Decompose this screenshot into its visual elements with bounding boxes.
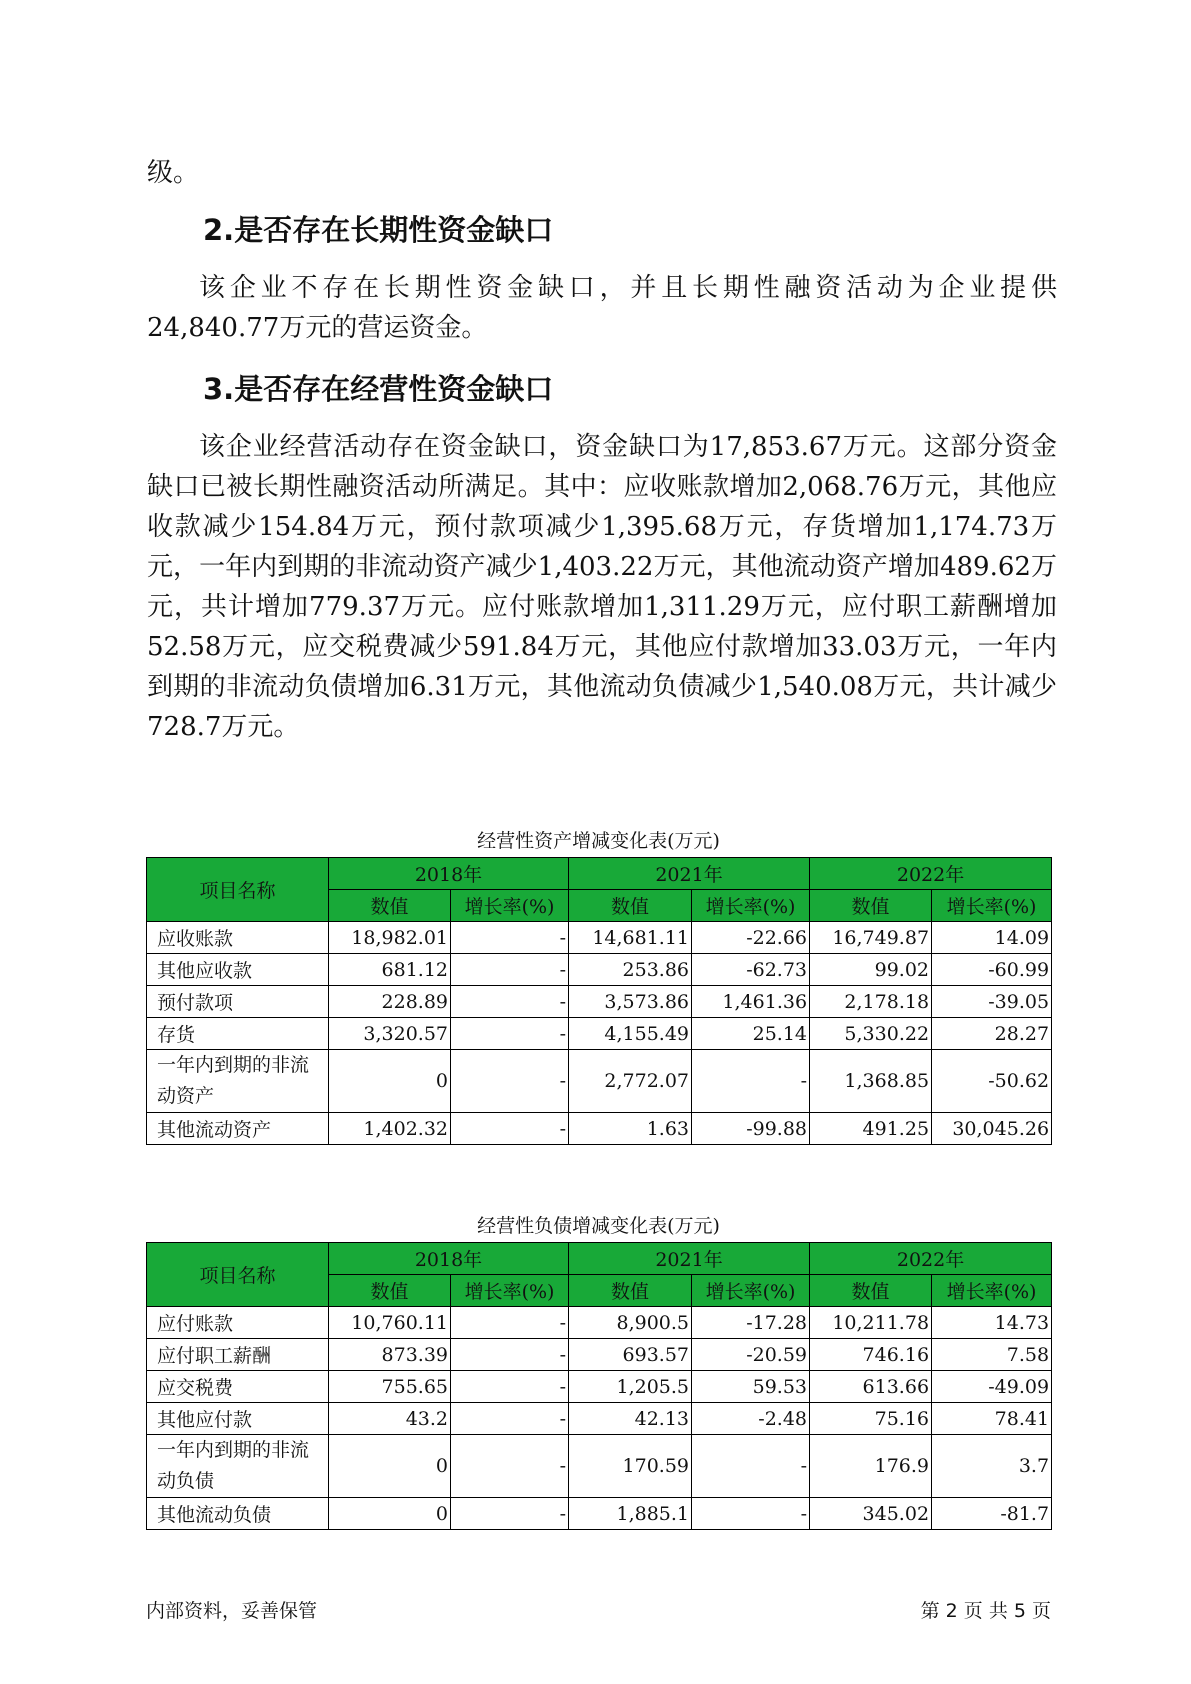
cell-value: 2,772.07 — [569, 1050, 692, 1113]
cell-growth-rate: - — [451, 1498, 569, 1530]
table-caption-operating-liabilities: 经营性负债增减变化表(万元) — [477, 1215, 720, 1237]
cell-value: 42.13 — [569, 1403, 692, 1435]
cell-growth-rate: 7.58 — [932, 1339, 1052, 1371]
cell-growth-rate: -99.88 — [692, 1113, 810, 1145]
row-item-name: 其他应付款 — [147, 1403, 329, 1435]
header-value: 数值 — [810, 1275, 932, 1307]
cell-value: 681.12 — [329, 954, 451, 986]
cell-growth-rate: 3.7 — [932, 1435, 1052, 1498]
table-body — [147, 922, 1052, 1145]
table-row — [147, 1435, 1052, 1498]
header-value: 数值 — [329, 890, 451, 922]
header-growth: 增长率(%) — [692, 890, 810, 922]
table-row — [147, 1403, 1052, 1435]
cell-value: 5,330.22 — [810, 1018, 932, 1050]
table-row — [147, 954, 1052, 986]
table-row — [147, 1339, 1052, 1371]
cell-value: 0 — [329, 1498, 451, 1530]
cell-growth-rate: - — [692, 1498, 810, 1530]
cell-growth-rate: - — [451, 1435, 569, 1498]
cell-growth-rate: - — [451, 922, 569, 954]
cell-value: 0 — [329, 1435, 451, 1498]
row-item-name: 预付款项 — [147, 986, 329, 1018]
cell-growth-rate: -39.05 — [932, 986, 1052, 1018]
header-year-2021: 2021年 — [569, 858, 810, 890]
cell-growth-rate: 14.73 — [932, 1307, 1052, 1339]
row-item-name: 应收账款 — [147, 922, 329, 954]
cell-growth-rate: -17.28 — [692, 1307, 810, 1339]
cell-growth-rate: - — [451, 1050, 569, 1113]
footer-page-number: 第 2 页 共 5 页 — [920, 1600, 1051, 1622]
operating-assets-table — [146, 857, 1052, 1145]
cell-growth-rate: 78.41 — [932, 1403, 1052, 1435]
cell-value: 253.86 — [569, 954, 692, 986]
cell-growth-rate: - — [451, 986, 569, 1018]
header-year-2022: 2022年 — [810, 858, 1052, 890]
cell-growth-rate: - — [451, 1403, 569, 1435]
cell-value: 8,900.5 — [569, 1307, 692, 1339]
row-item-name: 其他流动资产 — [147, 1113, 329, 1145]
row-item-name: 其他应收款 — [147, 954, 329, 986]
cell-value: 0 — [329, 1050, 451, 1113]
cell-growth-rate: 14.09 — [932, 922, 1052, 954]
cell-growth-rate: -49.09 — [932, 1371, 1052, 1403]
paragraph-long-term-gap: 该企业不存在长期性资金缺口，并且长期性融资活动为企业提供24,840.77万元的营运资金。 — [147, 273, 1057, 343]
cell-value: 3,573.86 — [569, 986, 692, 1018]
cell-value: 755.65 — [329, 1371, 451, 1403]
table-row — [147, 922, 1052, 954]
table-row — [147, 986, 1052, 1018]
header-year-2018: 2018年 — [329, 858, 569, 890]
header-value: 数值 — [569, 1275, 692, 1307]
cell-value: 1.63 — [569, 1113, 692, 1145]
cell-growth-rate: - — [692, 1435, 810, 1498]
cell-value: 345.02 — [810, 1498, 932, 1530]
cell-growth-rate: 30,045.26 — [932, 1113, 1052, 1145]
row-item-name: 应交税费 — [147, 1371, 329, 1403]
table-row — [147, 1050, 1052, 1113]
cell-value: 1,368.85 — [810, 1050, 932, 1113]
cell-value: 491.25 — [810, 1113, 932, 1145]
table-body — [147, 1307, 1052, 1530]
cell-value: 10,760.11 — [329, 1307, 451, 1339]
cell-growth-rate: - — [692, 1050, 810, 1113]
cell-value: 228.89 — [329, 986, 451, 1018]
cell-value: 14,681.11 — [569, 922, 692, 954]
cell-value: 1,885.1 — [569, 1498, 692, 1530]
paragraph-operating-gap: 该企业经营活动存在资金缺口，资金缺口为17,853.67万元。这部分资金缺口已被长期性融资活动所满足。其中：应收账款增加2,068.76万元，其他应收款减少154.84万元，预付款项减少1,395.68万元，存货增加1,174.73万元，一年内到期的非流动资产减少1,403.22万元，其他流动资产增加489.62万元，共计增加779.37万元。应付账款增加1,311.29万元，应付职工薪酬增加52.58万元，应交税费减少591.84万元，其他应付款增加33.03万元，一年内到期的非流动负债增加6.31万元，其他流动负债减少1,540.08万元，共计减少728.7万元。 — [147, 432, 1057, 742]
cell-value: 1,402.32 — [329, 1113, 451, 1145]
table-row — [147, 1307, 1052, 1339]
row-item-name: 一年内到期的非流动负债 — [147, 1435, 329, 1498]
header-growth: 增长率(%) — [692, 1275, 810, 1307]
header-growth: 增长率(%) — [451, 1275, 569, 1307]
cell-growth-rate: - — [451, 1307, 569, 1339]
cell-growth-rate: - — [451, 1371, 569, 1403]
cell-value: 693.57 — [569, 1339, 692, 1371]
cell-value: 2,178.18 — [810, 986, 932, 1018]
table-row — [147, 1113, 1052, 1145]
cell-value: 10,211.78 — [810, 1307, 932, 1339]
table-row — [147, 1498, 1052, 1530]
table-row — [147, 1371, 1052, 1403]
cell-growth-rate: -81.7 — [932, 1498, 1052, 1530]
cell-growth-rate: 28.27 — [932, 1018, 1052, 1050]
cell-value: 18,982.01 — [329, 922, 451, 954]
table-caption-operating-assets: 经营性资产增减变化表(万元) — [477, 830, 720, 852]
cell-growth-rate: -50.62 — [932, 1050, 1052, 1113]
cell-growth-rate: - — [451, 1018, 569, 1050]
cell-growth-rate: - — [451, 954, 569, 986]
header-item-name: 项目名称 — [147, 858, 329, 922]
header-year-2022: 2022年 — [810, 1243, 1052, 1275]
footer-confidential-note: 内部资料，妥善保管 — [146, 1600, 318, 1622]
row-item-name: 一年内到期的非流动资产 — [147, 1050, 329, 1113]
header-value: 数值 — [329, 1275, 451, 1307]
cell-growth-rate: - — [451, 1113, 569, 1145]
cell-value: 746.16 — [810, 1339, 932, 1371]
header-value: 数值 — [810, 890, 932, 922]
header-growth: 增长率(%) — [451, 890, 569, 922]
cell-growth-rate: - — [451, 1339, 569, 1371]
cell-value: 99.02 — [810, 954, 932, 986]
table-row — [147, 1018, 1052, 1050]
row-item-name: 存货 — [147, 1018, 329, 1050]
header-value: 数值 — [569, 890, 692, 922]
header-year-2018: 2018年 — [329, 1243, 569, 1275]
cell-growth-rate: -60.99 — [932, 954, 1052, 986]
row-item-name: 应付账款 — [147, 1307, 329, 1339]
row-item-name: 其他流动负债 — [147, 1498, 329, 1530]
cell-growth-rate: 1,461.36 — [692, 986, 810, 1018]
header-year-2021: 2021年 — [569, 1243, 810, 1275]
cell-value: 873.39 — [329, 1339, 451, 1371]
header-growth: 增长率(%) — [932, 1275, 1052, 1307]
cell-growth-rate: -20.59 — [692, 1339, 810, 1371]
operating-liabilities-table — [146, 1242, 1052, 1530]
cell-growth-rate: -22.66 — [692, 922, 810, 954]
header-item-name: 项目名称 — [147, 1243, 329, 1307]
cell-growth-rate: -2.48 — [692, 1403, 810, 1435]
cell-value: 613.66 — [810, 1371, 932, 1403]
section-heading-long-term-gap: 2.是否存在长期性资金缺口 — [203, 213, 554, 247]
cell-value: 3,320.57 — [329, 1018, 451, 1050]
row-item-name: 应付职工薪酬 — [147, 1339, 329, 1371]
cell-growth-rate: -62.73 — [692, 954, 810, 986]
lead-text: 级。 — [147, 158, 200, 188]
cell-value: 16,749.87 — [810, 922, 932, 954]
cell-value: 75.16 — [810, 1403, 932, 1435]
cell-value: 170.59 — [569, 1435, 692, 1498]
cell-value: 176.9 — [810, 1435, 932, 1498]
cell-value: 43.2 — [329, 1403, 451, 1435]
cell-value: 1,205.5 — [569, 1371, 692, 1403]
section-heading-operating-gap: 3.是否存在经营性资金缺口 — [203, 372, 554, 406]
header-growth: 增长率(%) — [932, 890, 1052, 922]
cell-value: 4,155.49 — [569, 1018, 692, 1050]
cell-growth-rate: 25.14 — [692, 1018, 810, 1050]
cell-growth-rate: 59.53 — [692, 1371, 810, 1403]
